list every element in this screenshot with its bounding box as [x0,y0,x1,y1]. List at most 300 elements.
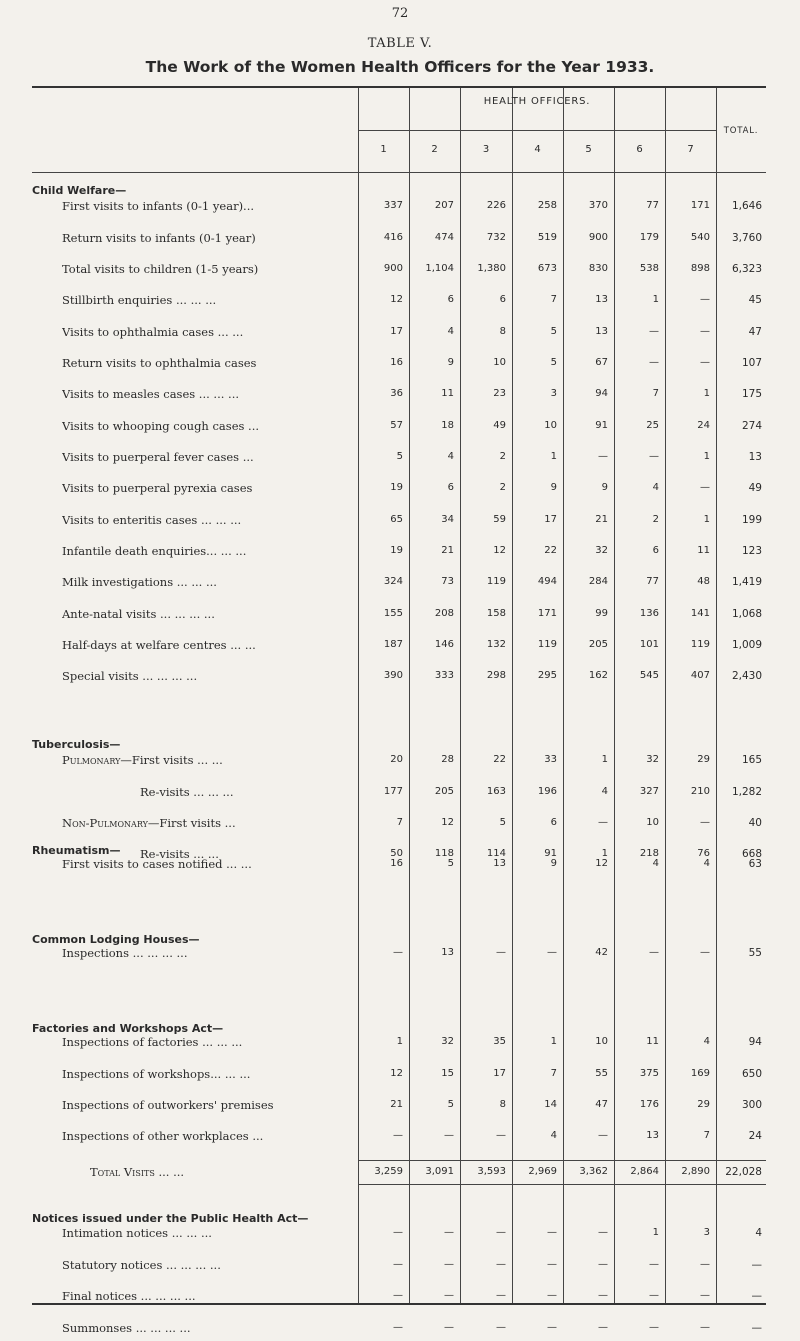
officer-6-value: 179 [639,232,659,243]
row-label-text: —First visits ... ... [120,753,223,767]
officer-1-value: 7 [396,817,403,828]
officer-4-value: 17 [544,514,557,525]
row-total-value: 49 [748,482,762,494]
officer-2-value: 32 [441,1036,454,1047]
officer-5-value: 47 [595,1099,608,1110]
officer-1-value: 21 [390,1099,403,1110]
officer-4-value: 5 [550,357,557,368]
table-row [32,1320,766,1336]
officer-7-value: 1 [703,451,710,462]
table-title: The Work of the Women Health Officers for the Year 1933. [145,58,655,76]
row-total-value: — [751,1259,762,1271]
officer-6-value: 101 [639,639,659,650]
row-label [62,480,354,496]
table-row [32,198,766,214]
officer-3-value: 132 [486,639,506,650]
officer-4-value: 9 [550,482,557,493]
officer-4-value: — [547,1322,557,1333]
officer-5-value: 13 [595,294,608,305]
officer-1-value: 1 [396,1036,403,1047]
table-row [32,292,766,308]
officer-6-value: 218 [639,848,659,859]
row-label [62,324,354,340]
row-label [62,606,354,622]
table-row [32,815,766,831]
officer-4-value: 2,969 [528,1166,557,1177]
officer-6-value: 13 [646,1130,659,1141]
table-row [32,449,766,465]
officer-7-value: — [700,1259,710,1270]
row-label [90,1164,382,1180]
row-total-value: 13 [748,451,762,463]
officer-3-value: 6 [499,294,506,305]
officer-4-value: 258 [537,200,557,211]
table-row [32,856,766,872]
section-heading: Child Welfare— [32,184,127,197]
row-label-text: Re-visits ... ... [140,847,219,861]
officer-4-value: 196 [537,786,557,797]
officer-number: 3 [482,144,490,155]
subheader-rule [358,130,716,131]
officer-2-value: — [444,1227,454,1238]
row-total-value: 650 [741,1068,762,1080]
row-label [62,752,354,768]
officer-5-value: 94 [595,388,608,399]
row-label-text: Milk investigations ... ... ... [62,575,217,589]
officer-3-value: 12 [493,545,506,556]
officer-3-value: 158 [486,608,506,619]
row-label-text: Inspections ... ... ... ... [62,946,188,960]
officer-4-value: 5 [550,326,557,337]
officer-3-value: 732 [486,232,506,243]
officer-7-value: 2,890 [681,1166,710,1177]
row-label-text: Inspections of outworkers' premises [62,1098,274,1112]
officer-2-value: 34 [441,514,454,525]
officer-1-value: 187 [383,639,403,650]
officer-6-value: 10 [646,817,659,828]
row-total-value: 1,419 [731,576,762,588]
officer-3-value: 8 [499,326,506,337]
table-row [32,512,766,528]
row-total-value: 6,323 [731,263,762,275]
officer-7-value: 29 [697,1099,710,1110]
row-label-prefix: Pulmonary [62,753,121,767]
row-label-text: Inspections of workshops... ... ... [62,1067,251,1081]
officer-4-value: 171 [537,608,557,619]
officer-6-value: 545 [639,670,659,681]
report-table [32,86,766,1335]
officer-4-value: 91 [544,848,557,859]
row-label [62,574,354,590]
officer-number: 2 [431,144,438,155]
row-total-value: 1,646 [731,200,762,212]
officer-1-value: 416 [383,232,403,243]
officer-6-value: — [649,1290,659,1301]
officer-4-value: 14 [544,1099,557,1110]
officer-1-value: 17 [390,326,403,337]
table-row [32,230,766,246]
officer-5-value: 370 [588,200,608,211]
officer-number: 6 [636,144,643,155]
section-heading: Notices issued under the Public Health Act— [32,1212,309,1225]
row-label-prefix: Non-Pulmonary [62,816,148,830]
officer-2-value: 15 [441,1068,454,1079]
row-label [62,230,354,246]
officer-5-value: 162 [588,670,608,681]
row-label-text: Re-visits ... ... ... [140,785,234,799]
officer-7-value: 24 [697,420,710,431]
row-total-value: 274 [741,420,762,432]
officer-6-value: 11 [646,1036,659,1047]
row-label [62,1288,354,1304]
row-label-text: Intimation notices ... ... ... [62,1226,212,1240]
officer-6-value: — [649,326,659,337]
officer-3-value: 298 [486,670,506,681]
officer-2-value: 5 [447,1099,454,1110]
officer-3-value: 17 [493,1068,506,1079]
officer-2-value: 6 [447,482,454,493]
officer-5-value: 91 [595,420,608,431]
officer-1-value: 12 [390,1068,403,1079]
officer-2-value: 18 [441,420,454,431]
officer-3-value: 59 [493,514,506,525]
officer-6-value: 6 [652,545,659,556]
officer-2-value: 73 [441,576,454,587]
table-row [32,355,766,371]
officer-1-value: 155 [383,608,403,619]
officer-1-value: 390 [383,670,403,681]
row-label-text: Visits to puerperal fever cases ... [62,450,254,464]
table-row [32,945,766,961]
officer-7-value: 1 [703,388,710,399]
officer-2-value: 13 [441,947,454,958]
officer-3-value: 114 [486,848,506,859]
officer-3-value: — [496,947,506,958]
officer-3-value: 119 [486,576,506,587]
row-label [62,512,354,528]
officer-4-value: 33 [544,754,557,765]
officer-1-value: 177 [383,786,403,797]
row-total-value: 2,430 [731,670,762,682]
row-label [62,292,354,308]
row-label [62,668,354,684]
officer-7-value: 4 [703,1036,710,1047]
officer-5-value: 3,362 [579,1166,608,1177]
officer-7-value: 29 [697,754,710,765]
officer-6-value: — [649,1259,659,1270]
officer-3-value: 3,593 [477,1166,506,1177]
row-total-value: 199 [741,514,762,526]
officer-2-value: 6 [447,294,454,305]
officer-5-value: 55 [595,1068,608,1079]
row-label [62,386,354,402]
row-label [62,449,354,465]
officer-7-value: 210 [690,786,710,797]
row-label-text: Visits to ophthalmia cases ... ... [62,325,244,339]
row-label-text: Total visits to children (1-5 years) [62,262,259,276]
officer-4-value: 3 [550,388,557,399]
officer-5-value: — [598,1322,608,1333]
table-row [32,543,766,559]
officer-4-value: 494 [537,576,557,587]
officer-3-value: 5 [499,817,506,828]
officer-2-value: 333 [434,670,454,681]
officer-2-value: 5 [447,858,454,869]
officer-1-value: 20 [390,754,403,765]
officer-1-value: 16 [390,357,403,368]
row-label [62,198,354,214]
officer-3-value: — [496,1322,506,1333]
officer-5-value: 21 [595,514,608,525]
health-officers-header: HEALTH OFFICERS. [483,96,591,107]
officer-2-value: — [444,1130,454,1141]
table-row [32,1257,766,1273]
officer-6-value: 375 [639,1068,659,1079]
officer-5-value: 900 [588,232,608,243]
officer-7-value: 3 [703,1227,710,1238]
officer-3-value: 1,380 [477,263,506,274]
officer-1-value: 19 [390,545,403,556]
officer-2-value: 21 [441,545,454,556]
row-label-text: First visits to infants (0-1 year)... [62,199,255,213]
row-total-value: 165 [741,754,762,766]
officer-1-value: 16 [390,858,403,869]
officer-6-value: 2,864 [630,1166,659,1177]
officer-6-value: 327 [639,786,659,797]
row-total-value: 175 [741,388,762,400]
officer-7-value: 169 [690,1068,710,1079]
table-row [32,386,766,402]
table-row [32,752,766,768]
officer-5-value: 1 [601,848,608,859]
total-header: TOTAL. [723,126,759,136]
total-row [32,1164,766,1180]
total-rule [358,1160,766,1161]
row-total-value: 107 [741,357,762,369]
officer-7-value: — [700,482,710,493]
row-total-value: 1,282 [731,786,762,798]
officer-3-value: 2 [499,451,506,462]
officer-7-value: 119 [690,639,710,650]
table-row [32,574,766,590]
officer-7-value: 540 [690,232,710,243]
row-label-text: Visits to puerperal pyrexia cases [62,481,253,495]
row-total-value: 24 [748,1130,762,1142]
table-row [32,1066,766,1082]
officer-2-value: — [444,1322,454,1333]
table-row [32,261,766,277]
officer-6-value: 4 [652,858,659,869]
officer-4-value: 6 [550,817,557,828]
row-total-value: 1,009 [731,639,762,651]
officer-2-value: 118 [434,848,454,859]
officer-1-value: 50 [390,848,403,859]
table-row [32,1288,766,1304]
officer-4-value: — [547,1290,557,1301]
officer-5-value: 10 [595,1036,608,1047]
row-label-text: Stillbirth enquiries ... ... ... [62,293,217,307]
row-label-text: Half-days at welfare centres ... ... [62,638,256,652]
officer-6-value: 2 [652,514,659,525]
officer-6-value: 4 [652,482,659,493]
row-label-text: —First visits ... [147,816,236,830]
officer-7-value: — [700,357,710,368]
officer-2-value: 12 [441,817,454,828]
officer-7-value: 1 [703,514,710,525]
row-label [62,1034,354,1050]
officer-1-value: — [393,947,403,958]
row-label [62,543,354,559]
row-label-text: Final notices ... ... ... ... [62,1289,196,1303]
officer-4-value: 7 [550,1068,557,1079]
row-label [62,418,354,434]
table-row [32,668,766,684]
row-label [62,1257,354,1273]
row-label-text: First visits to cases notified ... ... [62,857,252,871]
row-label-text: Statutory notices ... ... ... ... [62,1258,221,1272]
officer-7-value: — [700,326,710,337]
section-heading: Common Lodging Houses— [32,933,200,946]
officer-4-value: 673 [537,263,557,274]
officer-5-value: 4 [601,786,608,797]
table-row [32,324,766,340]
row-total-value: 63 [748,858,762,870]
row-label-text: Visits to measles cases ... ... ... [62,387,240,401]
officer-2-value: 146 [434,639,454,650]
officer-7-value: 4 [703,858,710,869]
officer-7-value: 76 [697,848,710,859]
officer-5-value: 32 [595,545,608,556]
officer-2-value: — [444,1259,454,1270]
officer-2-value: 205 [434,786,454,797]
officer-1-value: 900 [383,263,403,274]
row-label [62,1097,354,1113]
table-row [32,480,766,496]
officer-4-value: — [547,1259,557,1270]
officer-3-value: 8 [499,1099,506,1110]
officer-4-value: 1 [550,451,557,462]
officer-6-value: 25 [646,420,659,431]
officer-7-value: 407 [690,670,710,681]
officer-2-value: 208 [434,608,454,619]
section-heading: Factories and Workshops Act— [32,1022,224,1035]
officer-7-value: 898 [690,263,710,274]
officer-1-value: 3,259 [374,1166,403,1177]
officer-7-value: 7 [703,1130,710,1141]
officer-3-value: 22 [493,754,506,765]
officer-6-value: 136 [639,608,659,619]
officer-5-value: 67 [595,357,608,368]
officer-number: 5 [585,144,592,155]
section-heading: Tuberculosis— [32,738,121,751]
officer-3-value: — [496,1227,506,1238]
officer-4-value: 295 [537,670,557,681]
officer-4-value: 4 [550,1130,557,1141]
row-total-value: 4 [755,1227,762,1239]
row-label-text: Visits to enteritis cases ... ... ... [62,513,242,527]
row-label [62,637,354,653]
officer-2-value: 9 [447,357,454,368]
table-row [32,1034,766,1050]
officer-3-value: 2 [499,482,506,493]
officer-7-value: — [700,1322,710,1333]
officer-7-value: — [700,817,710,828]
table-label: TABLE V. [367,36,433,51]
officer-3-value: 10 [493,357,506,368]
officer-5-value: 205 [588,639,608,650]
row-label-text: Inspections of other workplaces ... [62,1129,264,1143]
officer-5-value: 13 [595,326,608,337]
officer-number: 7 [687,144,694,155]
row-total-value: 22,028 [725,1166,762,1178]
officer-3-value: 23 [493,388,506,399]
officer-6-value: — [649,451,659,462]
section-heading: Rheumatism— [32,844,121,857]
officer-6-value: 1 [652,294,659,305]
row-label-text: ... ... [154,1165,185,1179]
table-row [32,784,766,800]
officer-2-value: 3,091 [425,1166,454,1177]
officer-5-value: 42 [595,947,608,958]
officer-7-value: 171 [690,200,710,211]
table-row [32,1128,766,1144]
officer-4-value: 10 [544,420,557,431]
officer-5-value: — [598,817,608,828]
officer-5-value: — [598,1259,608,1270]
officer-5-value: — [598,451,608,462]
officer-1-value: 19 [390,482,403,493]
row-label-text: Special visits ... ... ... ... [62,669,198,683]
officer-1-value: — [393,1290,403,1301]
table-row [32,606,766,622]
row-label [62,355,354,371]
officer-4-value: — [547,947,557,958]
table-row [32,418,766,434]
row-total-value: 40 [748,817,762,829]
officer-2-value: 28 [441,754,454,765]
officer-1-value: 337 [383,200,403,211]
row-total-value: — [751,1322,762,1334]
row-label-text: Ante-natal visits ... ... ... ... [62,607,215,621]
officer-5-value: 284 [588,576,608,587]
officer-6-value: 176 [639,1099,659,1110]
officer-number: 4 [534,144,541,155]
officer-7-value: 11 [697,545,710,556]
officer-6-value: 77 [646,576,659,587]
officer-6-value: 32 [646,754,659,765]
officer-5-value: 9 [601,482,608,493]
page-number: 72 [391,6,409,21]
row-total-value: 1,068 [731,608,762,620]
officer-4-value: 1 [550,1036,557,1047]
officer-6-value: 1 [652,1227,659,1238]
row-label-text: Return visits to ophthalmia cases [62,356,257,370]
officer-1-value: — [393,1130,403,1141]
officer-number: 1 [380,144,387,155]
row-label [62,1128,354,1144]
row-total-value: 123 [741,545,762,557]
row-label-text: Visits to whooping cough cases ... [62,419,260,433]
officer-4-value: 9 [550,858,557,869]
officer-1-value: 57 [390,420,403,431]
officer-5-value: 99 [595,608,608,619]
officer-5-value: — [598,1290,608,1301]
row-total-value: — [751,1290,762,1302]
officer-1-value: 65 [390,514,403,525]
officer-1-value: — [393,1259,403,1270]
officer-3-value: 13 [493,858,506,869]
officer-6-value: — [649,357,659,368]
